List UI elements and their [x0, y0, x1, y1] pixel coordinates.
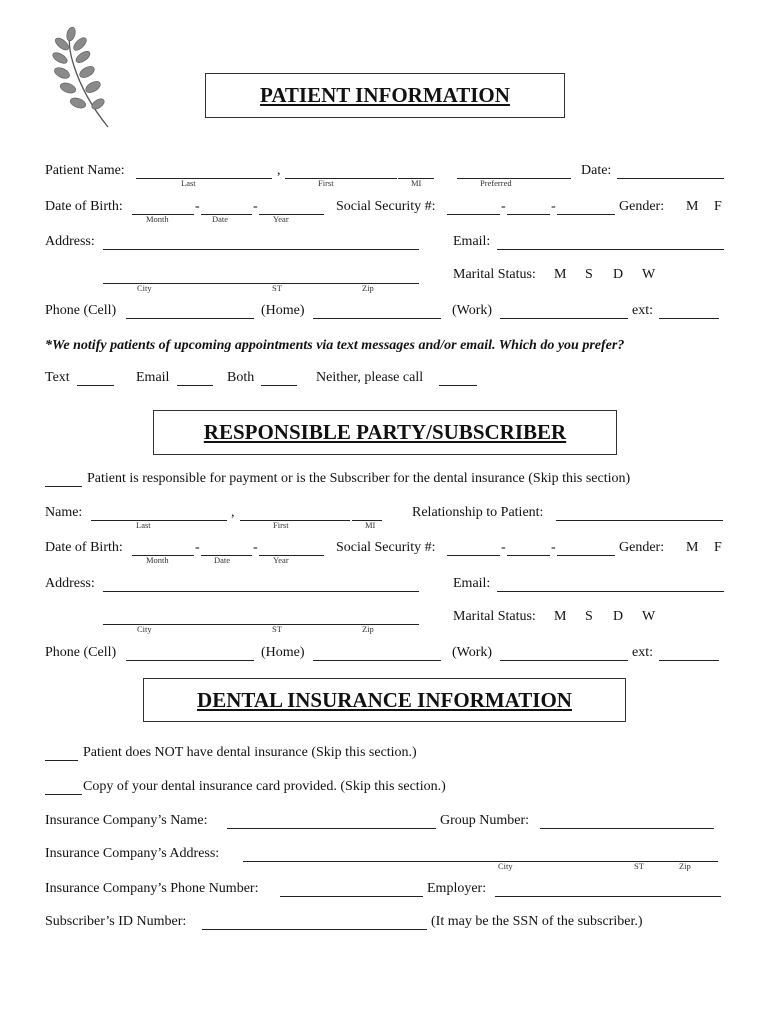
resp-marital-option-w[interactable]: W	[642, 609, 656, 624]
ssn-part-3-field[interactable]	[557, 214, 615, 215]
resp-phone-cell-label: Phone (Cell)	[45, 645, 117, 660]
subscriber-id-field[interactable]	[202, 929, 427, 930]
sub-year: Year	[273, 214, 289, 224]
resp-ssn-part-3-field[interactable]	[557, 555, 615, 556]
dob-dash-2: -	[253, 199, 258, 214]
ins-sub-city: City	[498, 861, 513, 871]
resp-last-name-field[interactable]	[91, 520, 227, 521]
sub-date: Date	[212, 214, 229, 224]
company-phone-field[interactable]	[280, 896, 423, 897]
leaf-branch-icon	[50, 26, 112, 130]
phone-home-label: (Home)	[261, 303, 305, 318]
resp-ssn-dash-1: -	[501, 540, 506, 555]
resp-phone-cell-field[interactable]	[126, 660, 254, 661]
ssn-part-2-field[interactable]	[507, 214, 550, 215]
employer-label: Employer:	[427, 881, 487, 896]
resp-dob-dash-1: -	[195, 540, 200, 555]
resp-sub-year: Year	[273, 555, 289, 565]
gender-option-m[interactable]: M	[686, 199, 699, 214]
pref-both-label: Both	[227, 370, 255, 385]
ssn-note: (It may be the SSN of the subscriber.)	[431, 914, 643, 929]
resp-email-field[interactable]	[497, 591, 724, 592]
pref-both-field[interactable]	[261, 385, 297, 386]
date-label: Date:	[581, 163, 612, 178]
resp-marital-option-s[interactable]: S	[585, 609, 593, 624]
name-comma: ,	[277, 163, 281, 178]
resp-ext-label: ext:	[632, 645, 653, 660]
resp-address-label: Address:	[45, 576, 95, 591]
ssn-label: Social Security #:	[336, 199, 436, 214]
resp-name-label: Name:	[45, 505, 83, 520]
relationship-field[interactable]	[556, 520, 723, 521]
patient-last-name-field[interactable]	[136, 178, 272, 179]
resp-phone-home-label: (Home)	[261, 645, 305, 660]
subscriber-id-label: Subscriber’s ID Number:	[45, 914, 187, 929]
dob-dash-1: -	[195, 199, 200, 214]
email-field[interactable]	[497, 249, 724, 250]
resp-ssn-part-2-field[interactable]	[507, 555, 550, 556]
pref-neither-field[interactable]	[439, 385, 477, 386]
ext-label: ext:	[632, 303, 653, 318]
sub-mi: MI	[411, 178, 422, 188]
ins-sub-zip: Zip	[679, 861, 691, 871]
no-insurance-check-field[interactable]	[45, 760, 78, 761]
resp-sub-date: Date	[214, 555, 231, 565]
relationship-label: Relationship to Patient:	[412, 505, 544, 520]
ins-sub-st: ST	[634, 861, 644, 871]
phone-work-field[interactable]	[500, 318, 628, 319]
notify-text: *We notify patients of upcoming appointments via text messages and/or email. Which do you prefer?	[45, 338, 625, 353]
dob-year-field[interactable]	[259, 214, 324, 215]
sub-city: City	[137, 283, 152, 293]
resp-dob-label: Date of Birth:	[45, 540, 123, 555]
pref-email-label: Email	[136, 370, 170, 385]
marital-option-d[interactable]: D	[613, 267, 624, 282]
marital-status-label: Marital Status:	[453, 267, 536, 282]
resp-ssn-part-1-field[interactable]	[447, 555, 500, 556]
resp-sub-mi: MI	[365, 520, 376, 530]
phone-cell-label: Phone (Cell)	[45, 303, 117, 318]
phone-cell-field[interactable]	[126, 318, 254, 319]
responsible-text: Patient is responsible for payment or is the Subscriber for the dental insurance (Skip this section)	[87, 471, 631, 486]
responsible-party-title-box	[153, 410, 617, 455]
marital-option-m[interactable]: M	[554, 267, 567, 282]
resp-ssn-dash-2: -	[551, 540, 556, 555]
ssn-part-1-field[interactable]	[447, 214, 500, 215]
marital-option-s[interactable]: S	[585, 267, 593, 282]
card-provided-check-field[interactable]	[45, 794, 82, 795]
resp-ssn-label: Social Security #:	[336, 540, 436, 555]
pref-email-field[interactable]	[177, 385, 213, 386]
resp-email-label: Email:	[453, 576, 491, 591]
sub-last: Last	[181, 178, 196, 188]
resp-dob-dash-2: -	[253, 540, 258, 555]
resp-phone-work-field[interactable]	[500, 660, 628, 661]
pref-text-label: Text	[45, 370, 70, 385]
card-provided-text: Copy of your dental insurance card provided. (Skip this section.)	[83, 779, 446, 794]
dental-insurance-title-box	[143, 678, 626, 722]
pref-text-field[interactable]	[77, 385, 114, 386]
date-field[interactable]	[617, 178, 724, 179]
resp-marital-status-label: Marital Status:	[453, 609, 536, 624]
resp-dob-year-field[interactable]	[259, 555, 324, 556]
resp-marital-option-d[interactable]: D	[613, 609, 624, 624]
group-number-label: Group Number:	[440, 813, 530, 828]
responsible-check-field[interactable]	[45, 486, 82, 487]
responsible-party-title: RESPONSIBLE PARTY/SUBSCRIBER	[203, 420, 567, 444]
group-number-field[interactable]	[540, 828, 714, 829]
sub-first: First	[318, 178, 334, 188]
resp-phone-work-label: (Work)	[452, 645, 493, 660]
resp-phone-home-field[interactable]	[313, 660, 441, 661]
resp-sub-first: First	[273, 520, 289, 530]
dob-label: Date of Birth:	[45, 199, 123, 214]
resp-gender-option-m[interactable]: M	[686, 540, 699, 555]
resp-marital-option-m[interactable]: M	[554, 609, 567, 624]
address-label: Address:	[45, 234, 95, 249]
resp-address-field[interactable]	[103, 591, 419, 592]
sub-st: ST	[272, 283, 282, 293]
sub-zip: Zip	[362, 283, 374, 293]
company-phone-label: Insurance Company’s Phone Number:	[45, 881, 259, 896]
employer-field[interactable]	[495, 896, 721, 897]
resp-gender-label: Gender:	[619, 540, 665, 555]
sub-preferred: Preferred	[480, 178, 512, 188]
resp-sub-month: Month	[146, 555, 169, 565]
resp-sub-zip: Zip	[362, 624, 374, 634]
email-label: Email:	[453, 234, 491, 249]
gender-label: Gender:	[619, 199, 665, 214]
resp-gender-option-f[interactable]: F	[714, 540, 722, 555]
company-name-field[interactable]	[227, 828, 436, 829]
resp-sub-last: Last	[136, 520, 151, 530]
company-name-label: Insurance Company’s Name:	[45, 813, 208, 828]
phone-work-label: (Work)	[452, 303, 493, 318]
page-title: PATIENT INFORMATION	[260, 83, 510, 107]
ext-field[interactable]	[659, 318, 719, 319]
marital-option-w[interactable]: W	[642, 267, 656, 282]
patient-name-label: Patient Name:	[45, 163, 125, 178]
pref-neither-label: Neither, please call	[316, 370, 424, 385]
resp-name-comma: ,	[231, 505, 235, 520]
ssn-dash-1: -	[501, 199, 506, 214]
sub-month: Month	[146, 214, 169, 224]
resp-sub-st: ST	[272, 624, 282, 634]
ssn-dash-2: -	[551, 199, 556, 214]
no-insurance-text: Patient does NOT have dental insurance (Skip this section.)	[83, 745, 417, 760]
resp-sub-city: City	[137, 624, 152, 634]
gender-option-f[interactable]: F	[714, 199, 722, 214]
company-address-label: Insurance Company’s Address:	[45, 846, 220, 861]
patient-preferred-name-field[interactable]	[457, 178, 571, 179]
resp-ext-field[interactable]	[659, 660, 719, 661]
patient-info-title-box	[205, 73, 565, 118]
company-address-field[interactable]	[243, 861, 718, 862]
patient-first-name-field[interactable]	[285, 178, 397, 179]
phone-home-field[interactable]	[313, 318, 441, 319]
dental-insurance-title: DENTAL INSURANCE INFORMATION	[197, 687, 572, 712]
address-field[interactable]	[103, 249, 419, 250]
resp-first-name-field[interactable]	[240, 520, 350, 521]
